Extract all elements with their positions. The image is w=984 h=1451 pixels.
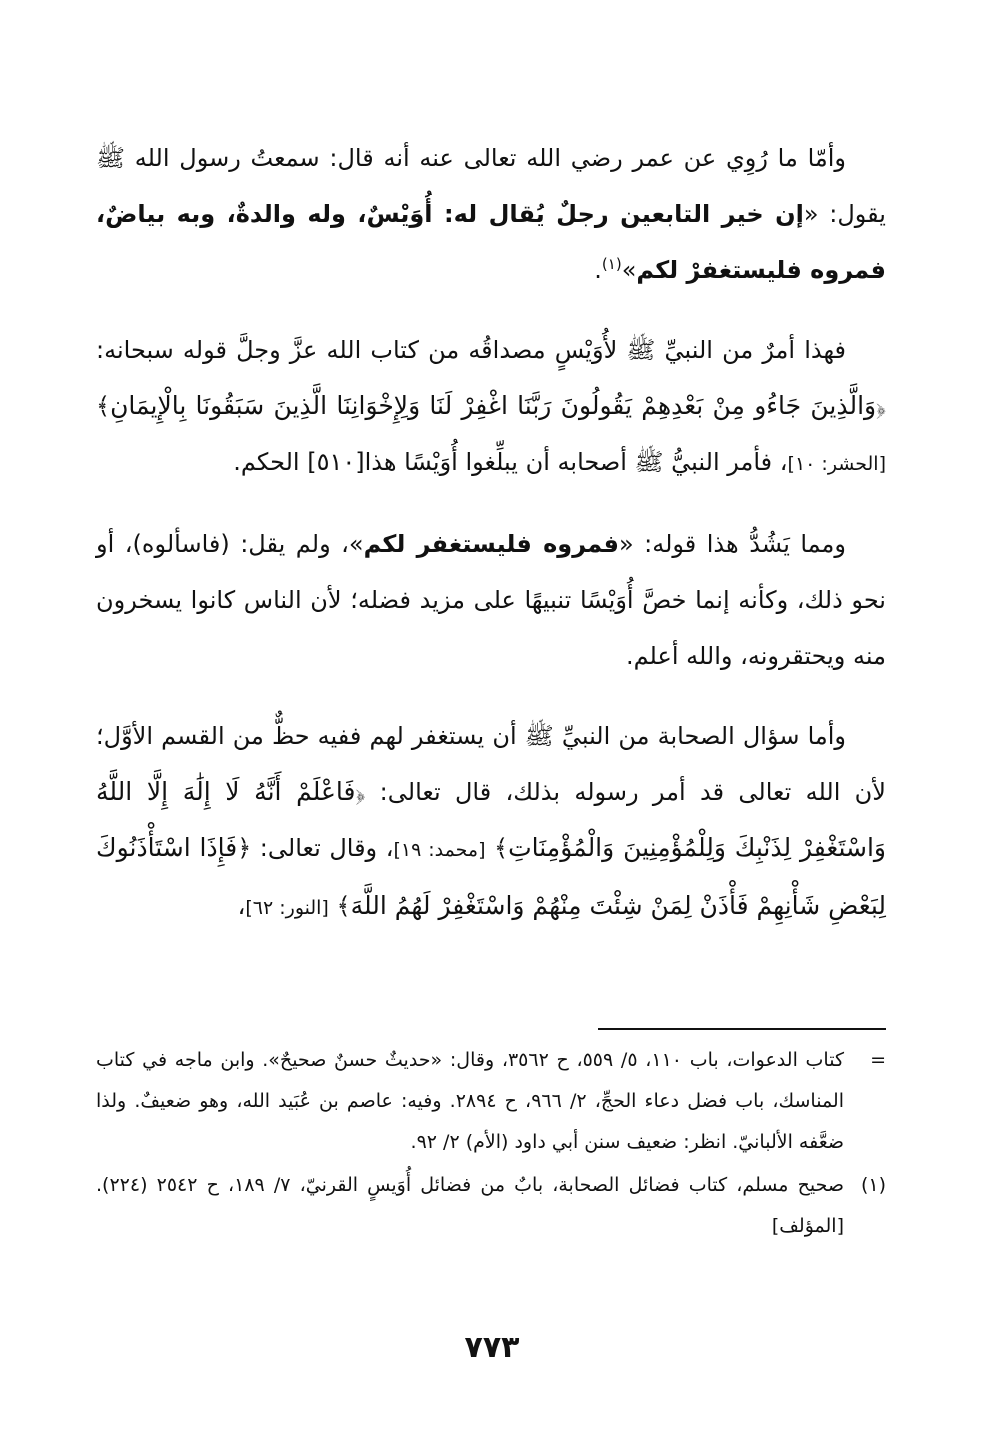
footnotes [96,1040,886,1247]
p1-end: . [594,256,602,284]
footnote-ref-1: (١) [601,255,622,273]
p4-bracket-close-2: ﴾ [328,892,351,920]
page-number: ٧٧٣ [464,1330,520,1365]
p4-text-c: ، وقال تعالى: ﴿ [237,834,394,862]
p1-text-a: وأمّا ما رُوِي عن عمر رضي الله تعالى عنه أنه قال: سمعتُ رسول الله ﷺ يقول: « [96,144,886,228]
p4-verse-reference-1: [محمد: ١٩] [393,839,486,861]
paragraph-4 [96,708,886,936]
footnote-text: كتاب الدعوات، باب ١١٠، ٥/ ٥٥٩، ح ٣٥٦٢، وقال: «حديثٌ حسنٌ صحيحٌ». وابن ماجه في كتاب المناسك، باب فضل دعاء الحجِّ، ٢/ ٩٦٦، ح ٢٨٩٤. وفيه: عاصم بن عُبَيد الله، وهو ضعيفٌ. ولذا ضعَّفه الألبانيّ. انظر: ضعيف سنن أبي داود (الأم) ٢/ ٩٢. [96,1049,845,1153]
p4-end: ، [237,892,246,920]
p2-bracket-close: ﴾ [96,392,111,420]
paragraph-2 [96,322,886,492]
p2-text-a: فهذا أمرٌ من النبيِّ ﷺ لأُوَيْسٍ مصداقُه من كتاب الله عزَّ وجلَّ قوله سبحانه: ﴿ [96,336,886,420]
p4-bracket-close-1: ﴾ [485,834,509,862]
footnote-text: صحيح مسلم، كتاب فضائل الصحابة، بابٌ من فضائل أُوَيسٍ القرنيّ، ٧/ ١٨٩، ح ٢٥٤٢ (٢٢٤). [المؤلف] [96,1174,845,1237]
footnote-continued [96,1040,886,1163]
p2-quran-verse: وَالَّذِينَ جَاءُو مِنْ بَعْدِهِمْ يَقُولُونَ رَبَّنَا اغْفِرْ لَنَا وَلِإِخْوَانِنَا الَّذِينَ سَبَقُونَا بِالْإِيمَانِ [110,391,877,420]
p4-quran-verse-2: فَإِذَا اسْتَأْذَنُوكَ لِبَعْضِ شَأْنِهِمْ فَأْذَنْ لِمَنْ شِئْتَ مِنْهُمْ وَاسْتَغْفِرْ لَهُمُ اللَّهَ [96,833,886,920]
paragraph-3 [96,516,886,684]
p4-verse-reference-2: [النور: ٦٢] [245,897,329,919]
p2-verse-reference: [الحشر: ١٠] [787,453,886,475]
p1-quote-close: » [621,256,637,284]
p1-hadith-quote: إن خير التابعين رجلٌ يُقال له: أُوَيْسٌ، وله والدةٌ، وبه بياضٌ، فمروه فليستغفرْ لكم [96,200,886,284]
footnote-1 [96,1165,886,1247]
p2-text-c: ، فأمر النبيُّ ﷺ أصحابه أن يبلِّغوا أُوَيْسًا هذا[٥١٠] الحكم. [233,448,788,476]
p3-text-c: »، ولم يقل: (فاسألوه)، أو نحو ذلك، وكأنه إنما خصَّ أُوَيْسًا تنبيهًا على مزيد فضله؛ لأن الناس كانوا يسخرون منه ويحتقرونه، والله أعلم. [96,530,886,670]
p3-text-a: ومما يَشُدُّ هذا قوله: « [618,530,847,558]
main-text [96,130,886,960]
footnote-mark: = [870,1049,886,1071]
footnote-separator [598,1028,886,1030]
footnote-mark: (١) [860,1174,886,1196]
p4-text-a: وأما سؤال الصحابة من النبيِّ ﷺ أن يستغفر لهم ففيه حظٌّ من القسم الأوَّل؛ لأن الله تعالى قد أمر رسوله بذلك، قال تعالى: ﴿ [96,722,886,806]
paragraph-1 [96,130,886,298]
p3-hadith-quote: فمروه فليستغفر لكم [363,530,619,558]
p4-quran-verse-1: فَاعْلَمْ أَنَّهُ لَا إِلَٰهَ إِلَّا اللَّهُ وَاسْتَغْفِرْ لِذَنْبِكَ وَلِلْمُؤْمِنِينَ وَالْمُؤْمِنَاتِ [96,777,886,862]
